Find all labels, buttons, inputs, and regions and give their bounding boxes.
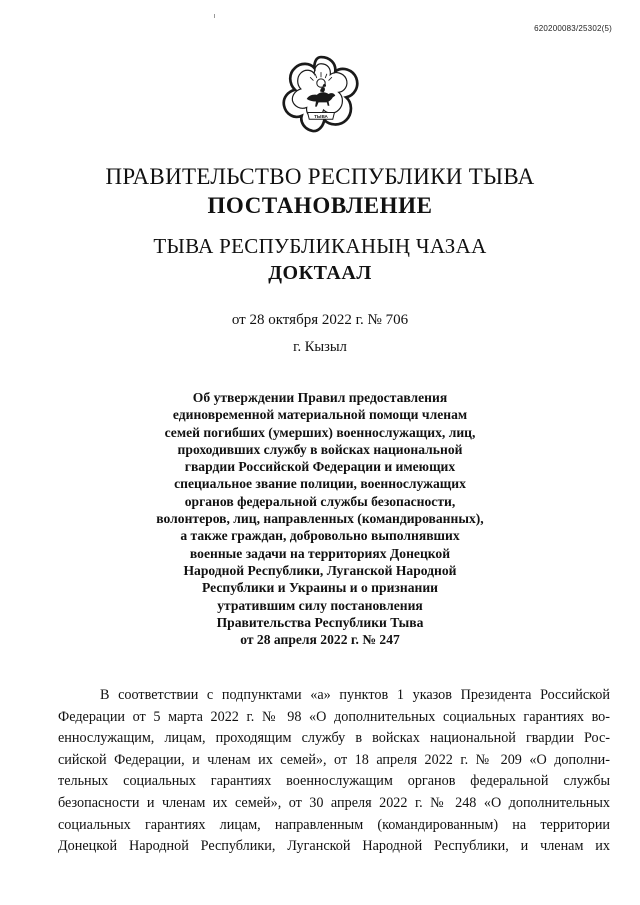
- decree-title-tyv: ДОКТААЛ: [268, 262, 372, 284]
- title-line: утратившим силу постановления: [217, 597, 423, 613]
- body-line: еннослужащим, лицам, проходящим службу в войсках национальной гвардии Рос-: [58, 730, 610, 747]
- emblem-inner-ring: [292, 64, 347, 119]
- title-line: Правительства Республики Тыва: [216, 614, 424, 630]
- body-line: сийской Федерации, и членам их семей», от 18 апреля 2022 г. № 209 «О дополни-: [58, 751, 610, 768]
- body-line: В соответствии с подпунктами «а» пунктов 1 указов Президента Российской: [100, 687, 610, 703]
- title-line: гвардии Российской Федерации и имеющих: [184, 459, 456, 475]
- title-line: единовременной материальной помощи членам: [172, 407, 468, 423]
- decree-city: г. Кызыл: [293, 339, 347, 355]
- body-line: тельных социальных гарантиях военнослужащим органов федеральной службы: [58, 773, 610, 790]
- body-line: безопасности и членам их семей», от 30 апреля 2022 г. № 248 «О дополнительных: [58, 794, 610, 811]
- title-line: волонтеров, лиц, направленных (командированных),: [156, 511, 484, 527]
- body-line: социальных гарантиях лицам, направленным (командированным) на территории: [58, 816, 610, 833]
- decree-date-number: от 28 октября 2022 г. № 706: [231, 312, 409, 328]
- body-line: Донецкой Народной Республики, Луганской Народной Республики, и членам их: [58, 838, 610, 855]
- scan-mark: [214, 14, 215, 18]
- document-number: 620200083/25302(5): [534, 24, 612, 33]
- body-line: Федерации от 5 марта 2022 г. № 98 «О дополнительных социальных гарантиях во-: [58, 708, 610, 725]
- title-line: проходивших службу в войсках национальной: [177, 441, 463, 457]
- title-line: семей погибших (умерших) военнослужащих, лиц,: [164, 424, 476, 440]
- title-line: специальное звание полиции, военнослужащих: [174, 476, 466, 492]
- decree-title-ru: ПОСТАНОВЛЕНИЕ: [207, 193, 433, 218]
- title-line: Народной Республики, Луганской Народной: [183, 562, 457, 578]
- decree-body-paragraph: [58, 685, 610, 858]
- government-name-tyv: ТЫВА РЕСПУБЛИКАНЫҢ ЧАЗАА: [153, 234, 487, 258]
- title-line: от 28 апреля 2022 г. № 247: [240, 632, 400, 648]
- title-line: Республики и Украины и о признании: [202, 580, 438, 596]
- coat-of-arms-emblem: [279, 52, 363, 136]
- title-line: Об утверждении Правил предоставления: [192, 390, 448, 405]
- government-name-ru: ПРАВИТЕЛЬСТВО РЕСПУБЛИКИ ТЫВА: [105, 164, 535, 189]
- title-line: а также граждан, добровольно выполнявших: [180, 528, 460, 544]
- title-line: военные задачи на территориях Донецкой: [189, 545, 451, 561]
- decree-subject-title: [120, 389, 520, 648]
- emblem-ribbon-text: ТЫВА: [314, 113, 328, 119]
- title-line: органов федеральной службы безопасности,: [184, 493, 456, 509]
